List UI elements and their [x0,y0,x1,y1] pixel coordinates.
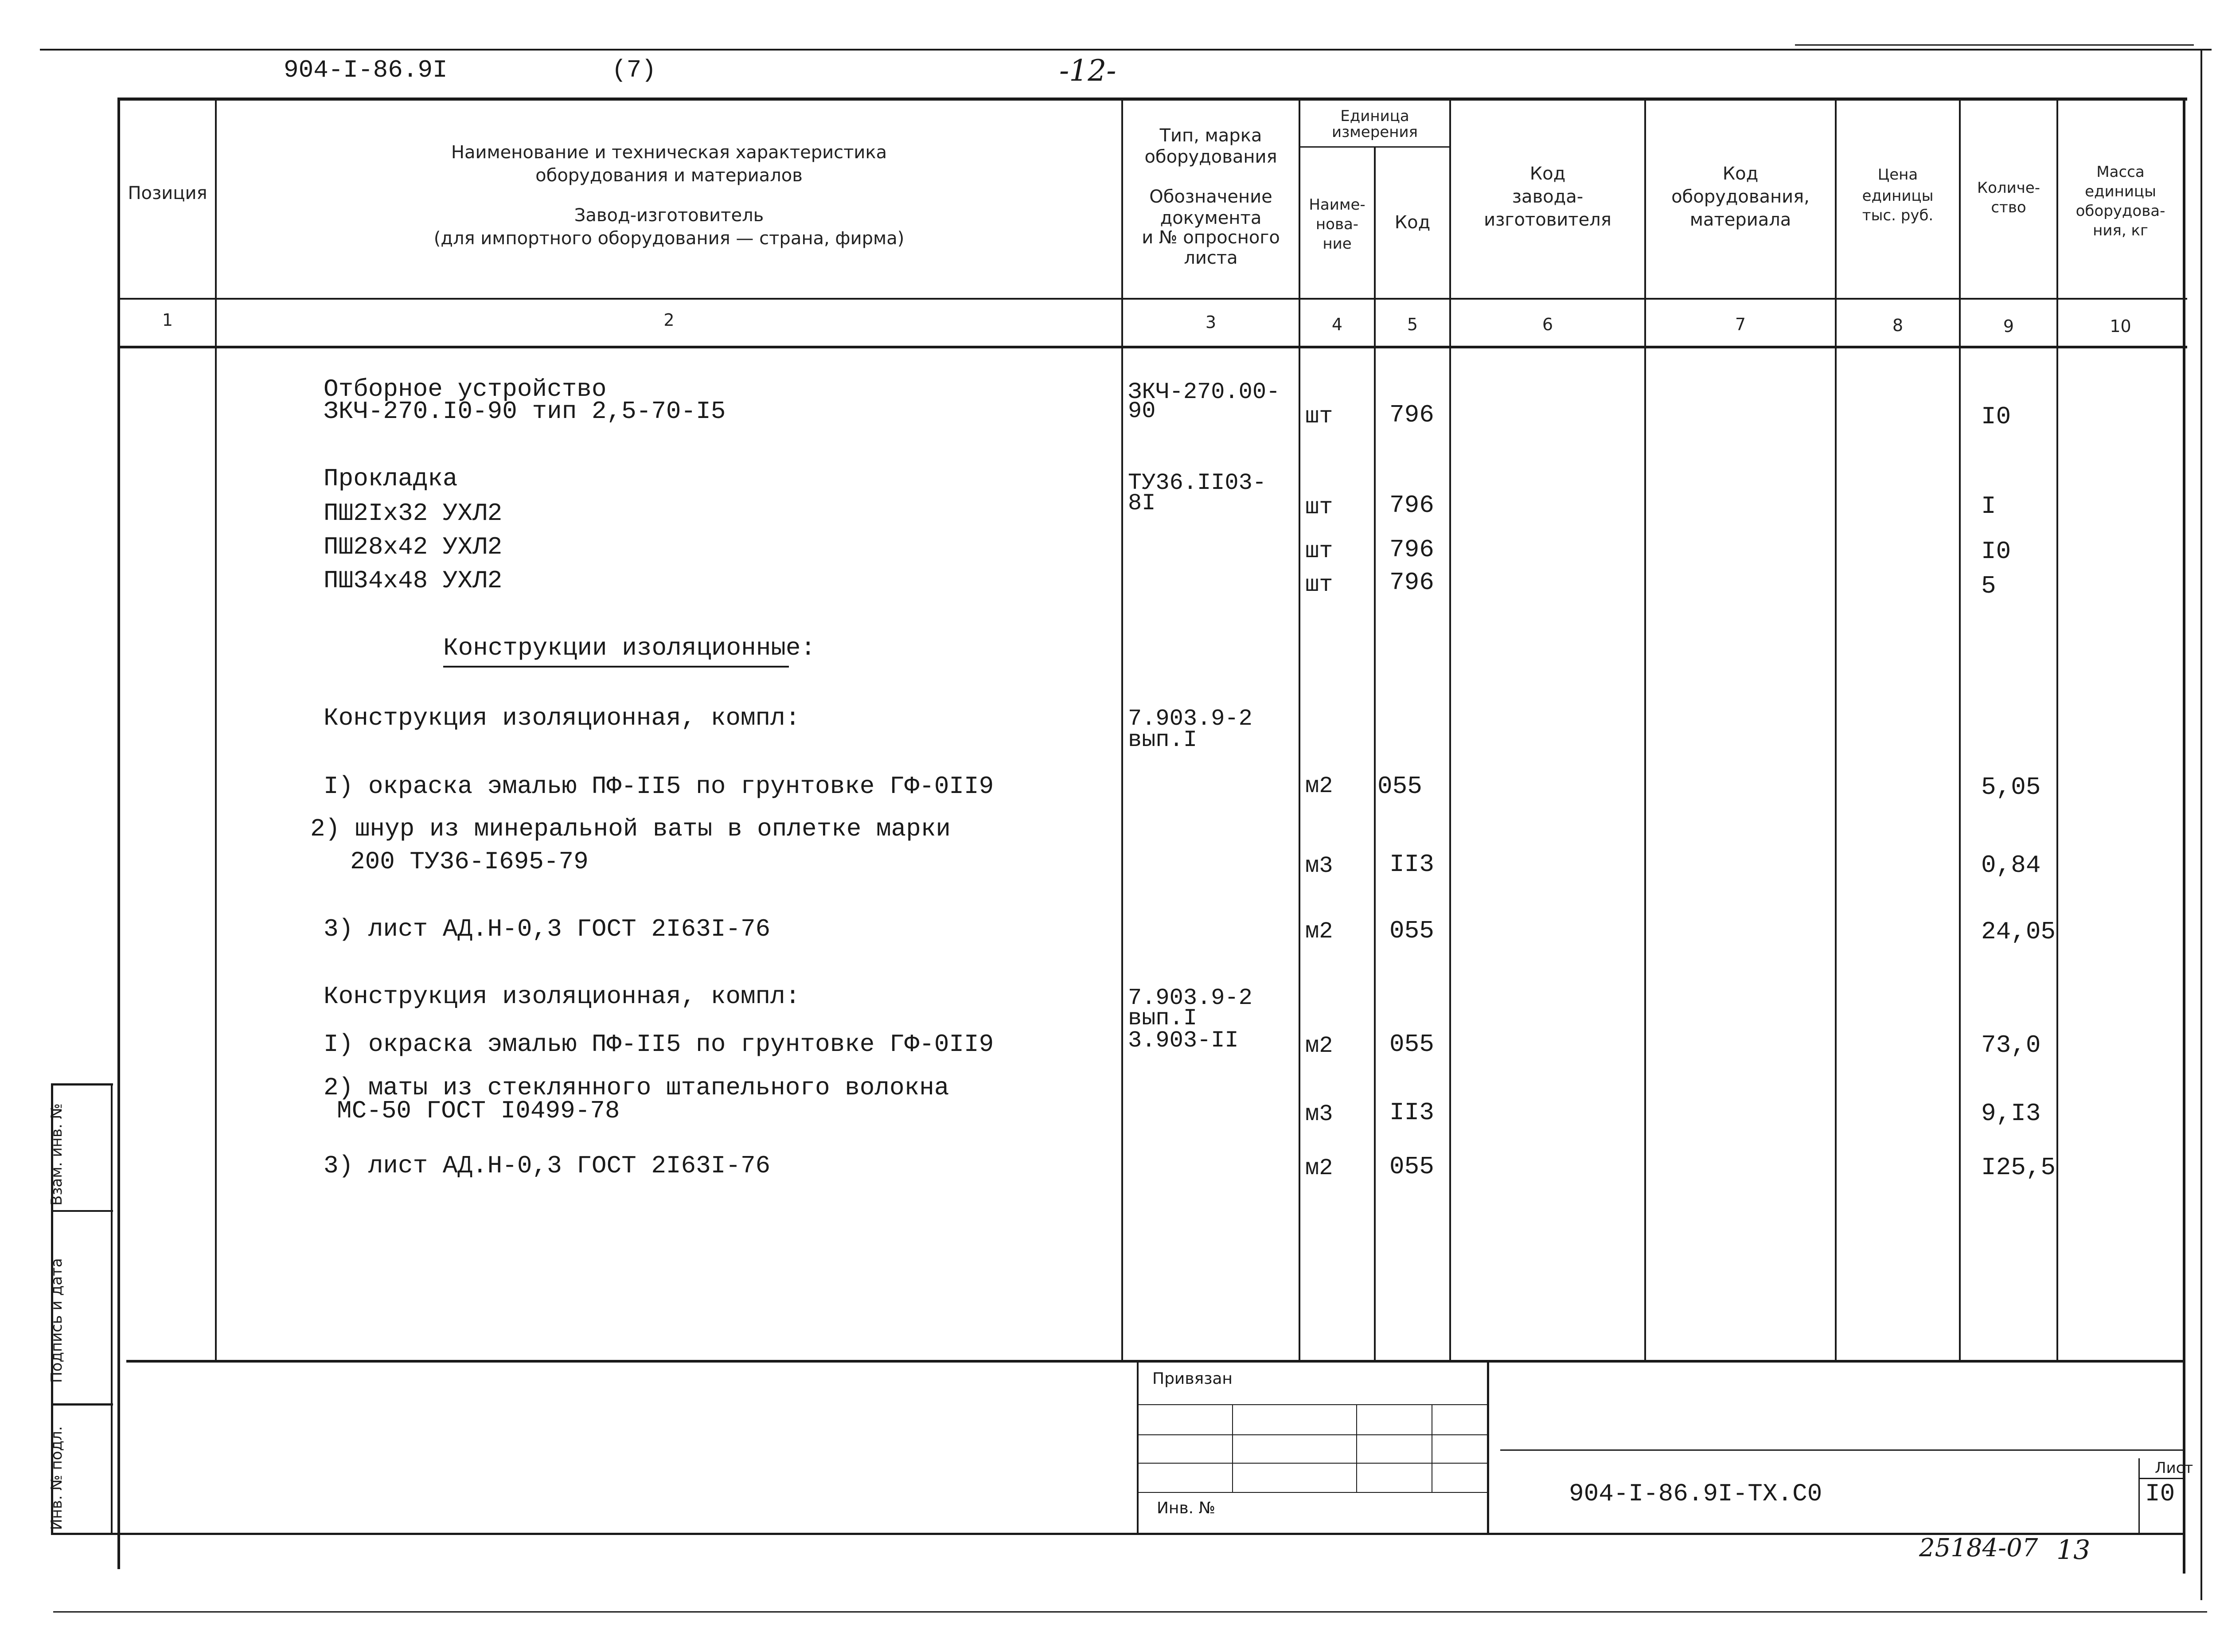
col-number-3: 3 [1205,312,1217,332]
construction1-item2-unit: м3 [1305,853,1333,879]
header-type-line2: оборудования [1144,147,1277,167]
header-equip-code-line1: Код [1722,164,1759,184]
header-factory-code-line3: изготовителя [1484,210,1611,230]
header-price-line3: тыс. руб. [1862,207,1934,224]
row4-code: 796 [1389,535,1434,564]
side-stamp-top-rule [51,1083,113,1086]
row3-qty: I [1981,492,1996,520]
header-type-line1: Тип, марка [1159,125,1262,146]
linked-row-line-2 [1137,1434,1487,1435]
header-mass-line3: оборудова- [2076,202,2165,220]
row5-qty: 5 [1981,572,1996,600]
header-unit-name-line2: нова- [1315,215,1359,233]
sheet-box-divider [2138,1478,2183,1479]
header-unit-name-line1: Наиме- [1309,196,1365,214]
col-divider-8 [1959,98,1961,1361]
construction1-item1-code: 055 [1377,772,1422,801]
linked-row-line-4 [1137,1492,1487,1493]
sheet-box-left [2138,1458,2140,1533]
construction1-item1-unit: м2 [1305,773,1333,799]
header-factory-code-line2: завода- [1512,187,1584,207]
linked-right-border [1487,1362,1489,1535]
row1-name-line1: Отборное устройство [324,375,607,403]
header-unit-name-line3: ние [1323,235,1352,253]
side-sign-date: Подпись и дата [48,1258,66,1383]
header-type-line5: и № опросного [1142,227,1280,248]
header-factory-code-line1: Код [1529,164,1566,184]
header-price-line1: Цена [1877,166,1918,184]
header-mass-line2: единицы [2085,183,2156,200]
page-bottom-edge [53,1611,2207,1613]
col-number-7: 7 [1735,315,1746,334]
row5-code: 796 [1389,568,1434,597]
construction1-item1-name: I) окраска эмалью ПФ-II5 по грунтовке ГФ-0II9 [324,772,994,801]
row3-unit: шт [1305,494,1333,520]
construction2-item1-name: I) окраска эмалью ПФ-II5 по грунтовке ГФ-0II9 [324,1030,994,1058]
side-stamp-rule-2 [51,1403,113,1406]
construction2-type-line2: вып.I [1128,1005,1198,1031]
header-number-divider [117,298,2187,300]
construction2-item3-code: 055 [1389,1152,1434,1181]
side-stamp-right-border [111,1083,113,1535]
linked-cell-divider-2 [1356,1404,1357,1492]
title-block-top-rule [1500,1449,2183,1451]
archive-number: 25184-07 [1919,1534,2038,1562]
header-equip-code-line3: материала [1689,210,1791,230]
header-bottom-border [117,346,2187,348]
construction1-type-line1: 7.903.9-2 [1128,706,1252,732]
sheet-label: Лист [2155,1459,2193,1477]
construction2-item2-code: II3 [1389,1098,1434,1127]
construction1-item2-name-line1: 2) шнур из минеральной ваты в оплетке марки [310,815,951,843]
construction1-item3-qty: 24,05 [1981,918,2056,946]
construction1-item2-qty: 0,84 [1981,851,2041,879]
construction2-name: Конструкция изоляционная, компл: [324,982,800,1011]
construction1-name: Конструкция изоляционная, компл: [324,704,800,732]
page-right-edge [2200,49,2202,1600]
col-divider-9 [2056,98,2058,1361]
header-type-line3: Обозначение [1149,187,1272,207]
construction1-item2-name-line2: 200 ТУ36-I695-79 [350,847,589,876]
top-doc-code: 904-I-86.9I [284,56,448,84]
linked-row-line-1 [1137,1404,1487,1405]
top-page-number: -12- [1059,54,1116,88]
linked-left-border [1137,1362,1139,1535]
row4-name: ПШ28х42 УХЛ2 [324,533,503,561]
header-qty-line2: ство [1991,199,2026,216]
side-replace-inv: Взам. инв. № [48,1103,66,1206]
row1-qty: I0 [1981,402,2011,431]
side-stamp-rule-1 [51,1210,113,1212]
header-name-line2: оборудования и материалов [535,165,803,186]
construction2-item1-code: 055 [1389,1030,1434,1058]
construction1-item2-code: II3 [1389,850,1434,879]
construction2-item3-unit: м2 [1305,1155,1333,1181]
construction1-item3-unit: м2 [1305,918,1333,945]
header-mass-line4: ния, кг [2093,222,2148,239]
construction1-type-line2: вып.I [1128,727,1198,753]
col-divider-3 [1299,98,1300,1361]
linked-label: Привязан [1152,1370,1233,1388]
row2-type-line2: 8I [1128,490,1156,516]
construction1-item1-qty: 5,05 [1981,773,2041,801]
construction1-item3-name: 3) лист АД.Н-0,3 ГОСТ 2I63I-76 [324,915,771,943]
table-top-border [117,98,2187,101]
header-equip-code-line2: оборудования, [1671,187,1810,207]
col-divider-7 [1835,98,1837,1361]
stamp-bottom-border [51,1533,2183,1535]
header-mass-line1: Масса [2096,163,2145,181]
row1-type-line1: ЗКЧ-270.00- [1128,379,1280,405]
top-rule [40,49,2212,51]
linked-row-line-3 [1137,1463,1487,1464]
construction2-item2-unit: м3 [1305,1101,1333,1127]
construction2-item1-unit: м2 [1305,1033,1333,1059]
section-title-underline [443,666,789,668]
header-price-line2: единицы [1862,187,1934,205]
construction2-item2-name-line2: МС-50 ГОСТ I0499-78 [337,1097,620,1125]
header-type-line4: документа [1160,208,1262,228]
col-number-6: 6 [1542,315,1553,334]
col-number-8: 8 [1892,316,1904,335]
header-name-line3: Завод-изготовитель [574,205,764,226]
top-rule-right [1795,44,2194,46]
header-unit-line2: измерения [1331,123,1418,141]
document-designation: 904-I-86.9I-ТХ.С0 [1569,1480,1822,1508]
construction2-item2-name-line1: 2) маты из стеклянного штапельного волокна [324,1074,949,1102]
header-unit-line1: Единица [1340,107,1409,125]
col-divider-2 [1121,98,1123,1361]
row1-code: 796 [1389,401,1434,429]
construction2-type-line3: 3.903-II [1128,1027,1239,1054]
row5-name: ПШ34х48 УХЛ2 [324,566,503,595]
side-inv-orig: Инв. № подл. [48,1426,66,1530]
row1-name-line2: ЗКЧ-270.I0-90 тип 2,5-70-I5 [324,397,726,426]
col-number-4: 4 [1331,315,1343,334]
construction2-item3-qty: I25,5 [1981,1153,2056,1182]
construction2-item3-name: 3) лист АД.Н-0,3 ГОСТ 2I63I-76 [324,1152,771,1180]
row4-unit: шт [1305,538,1333,564]
construction2-type-line1: 7.903.9-2 [1128,985,1252,1011]
unit-group-divider [1299,146,1449,148]
section-title: Конструкции изоляционные: [443,634,816,662]
table-right-border [2183,98,2185,1574]
col-number-9: 9 [2003,316,2014,336]
header-qty-line1: Количе- [1977,179,2040,197]
row2-type-line1: ТУ36.II03- [1128,470,1267,496]
inv-label: Инв. № [1157,1499,1216,1517]
col-divider-1 [215,98,217,1361]
header-name-line4: (для импортного оборудования — страна, фирма) [433,228,905,249]
header-unit-code: Код [1394,212,1431,233]
linked-cell-divider-1 [1232,1404,1233,1492]
row4-qty: I0 [1981,537,2011,566]
construction2-item1-qty: 73,0 [1981,1031,2041,1059]
row3-code: 796 [1389,491,1434,519]
construction2-item2-qty: 9,I3 [1981,1099,2041,1128]
row3-name: ПШ2Iх32 УХЛ2 [324,499,503,527]
col-number-2: 2 [663,310,675,330]
header-type-line6: листа [1184,248,1238,268]
row5-unit: шт [1305,572,1333,598]
header-position: Позиция [128,183,207,203]
row1-unit: шт [1305,403,1333,430]
header-name-line1: Наименование и техническая характеристика [451,142,887,163]
sheet-number: I0 [2145,1480,2175,1508]
col-number-1: 1 [162,310,173,330]
sheet-reference: 13 [2056,1535,2091,1566]
row2-name: Прокладка [324,465,458,493]
col-divider-5 [1449,98,1451,1361]
col-divider-6 [1644,98,1646,1361]
stamp-top-border [126,1360,2183,1363]
construction1-item3-code: 055 [1389,917,1434,945]
top-page-index: (7) [612,56,656,84]
col-number-10: 10 [2110,316,2131,336]
col-number-5: 5 [1407,315,1418,334]
row1-type-line2: 90 [1128,398,1156,424]
